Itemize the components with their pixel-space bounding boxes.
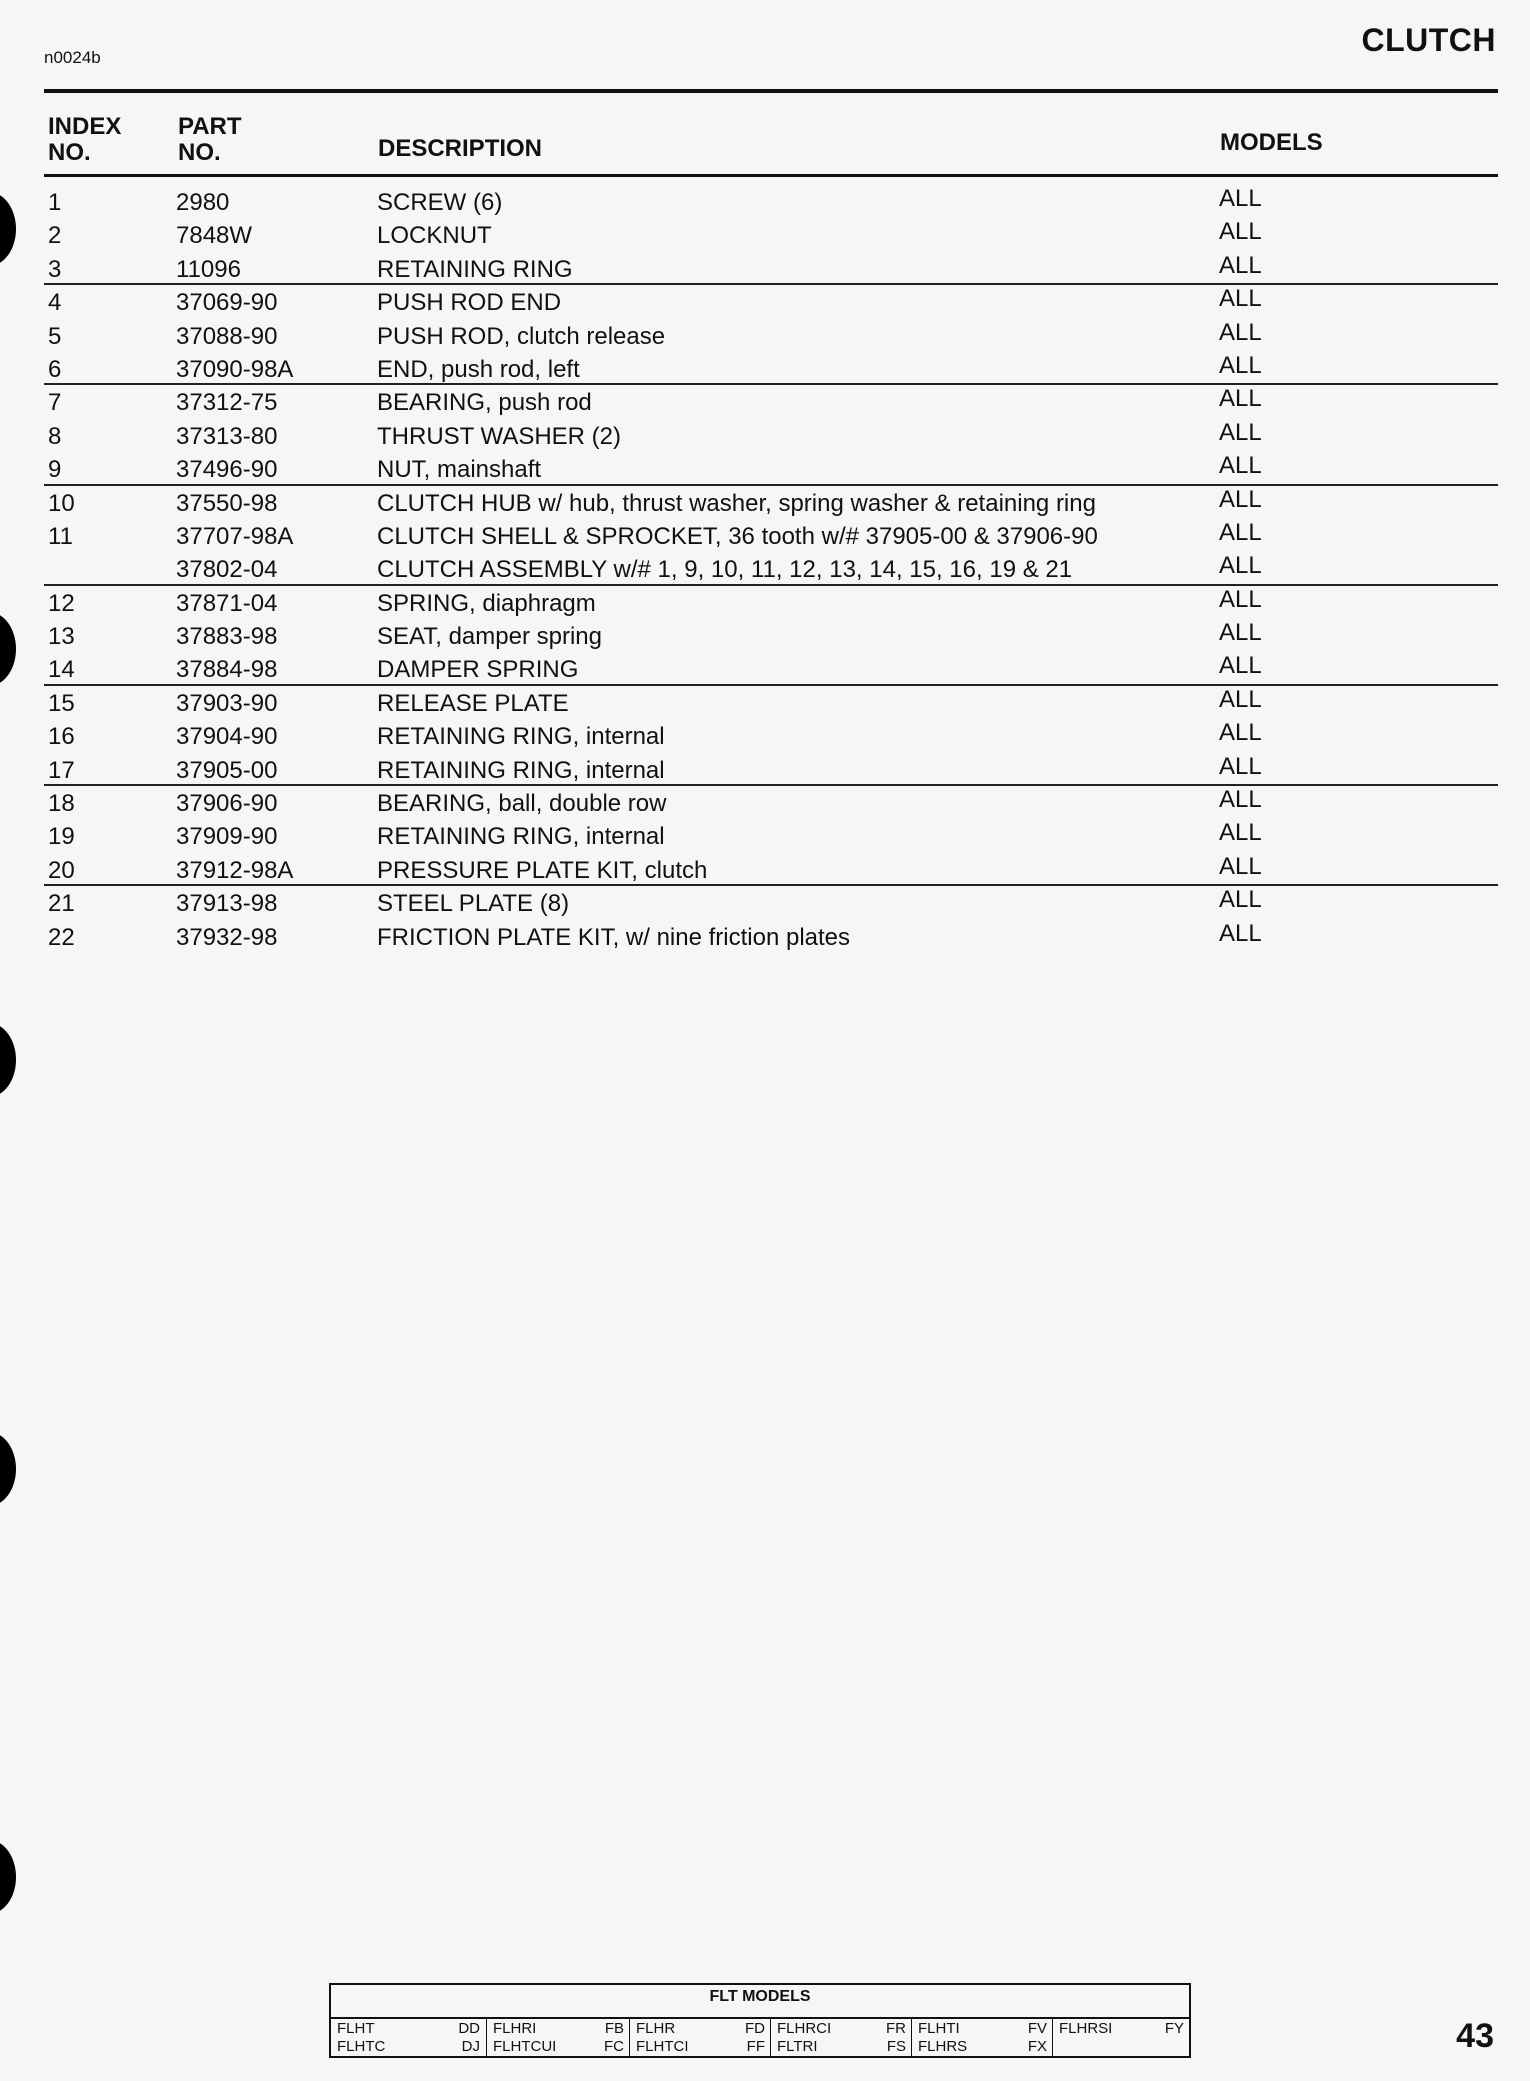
table-header bbox=[44, 112, 1498, 174]
group-divider bbox=[44, 784, 1498, 786]
page-number: 43 bbox=[1456, 2017, 1494, 2055]
table-row bbox=[44, 385, 1498, 418]
part-number-cell: 37905-00 bbox=[176, 756, 278, 784]
table-row bbox=[44, 886, 1498, 919]
part-number-cell: 37707-98A bbox=[176, 522, 294, 550]
part-number-cell: 37802-04 bbox=[176, 556, 278, 584]
flt-model-codes: FLHRCI FLTRI bbox=[777, 2020, 832, 2055]
models-cell: ALL bbox=[1219, 719, 1262, 747]
models-cell: ALL bbox=[1219, 852, 1262, 880]
part-number-cell: 37904-90 bbox=[176, 723, 278, 751]
flt-model-cell bbox=[331, 2019, 486, 2056]
header-description: DESCRIPTION bbox=[378, 135, 543, 162]
table-row bbox=[44, 753, 1498, 786]
index-cell: 21 bbox=[48, 890, 75, 918]
flt-model-codes: FLHRI FLHTCUI bbox=[493, 2020, 557, 2055]
part-number-cell: 7848W bbox=[176, 222, 253, 250]
models-cell: ALL bbox=[1219, 919, 1262, 947]
description-cell: STEEL PLATE (8) bbox=[377, 890, 570, 918]
group-divider bbox=[44, 684, 1498, 686]
description-cell: CLUTCH ASSEMBLY w/# 1, 9, 10, 11, 12, 13, 14, 15, 16, 19 & 21 bbox=[377, 556, 1073, 584]
models-cell: ALL bbox=[1219, 285, 1262, 313]
description-cell: CLUTCH SHELL & SPROCKET, 36 tooth w/# 37905-00 & 37906-90 bbox=[377, 522, 1098, 550]
models-cell: ALL bbox=[1219, 485, 1262, 513]
flt-model-letters: FY bbox=[1164, 2020, 1184, 2037]
flt-model-cell bbox=[1052, 2019, 1190, 2056]
group-divider bbox=[44, 484, 1498, 486]
table-row bbox=[44, 519, 1498, 552]
index-cell: 10 bbox=[48, 489, 75, 517]
index-cell: 12 bbox=[48, 589, 75, 617]
models-cell: ALL bbox=[1219, 218, 1262, 246]
parts-table bbox=[44, 185, 1498, 953]
table-row bbox=[44, 552, 1498, 585]
index-cell: 16 bbox=[48, 723, 75, 751]
flt-model-letters: DD DJ bbox=[458, 2020, 480, 2055]
table-row bbox=[44, 452, 1498, 485]
table-row bbox=[44, 586, 1498, 619]
part-number-cell: 37903-90 bbox=[176, 689, 278, 717]
binder-hole bbox=[0, 1023, 16, 1097]
table-row bbox=[44, 319, 1498, 352]
models-cell: ALL bbox=[1219, 652, 1262, 680]
models-cell: ALL bbox=[1219, 385, 1262, 413]
table-row bbox=[44, 218, 1498, 251]
header-index: INDEX NO. bbox=[48, 113, 122, 166]
models-cell: ALL bbox=[1219, 452, 1262, 480]
table-row bbox=[44, 719, 1498, 752]
flt-model-cell bbox=[629, 2019, 771, 2056]
models-cell: ALL bbox=[1219, 786, 1262, 814]
group-divider bbox=[44, 283, 1498, 285]
models-cell: ALL bbox=[1219, 318, 1262, 346]
description-cell: RETAINING RING, internal bbox=[377, 756, 665, 784]
part-number-cell: 37312-75 bbox=[176, 389, 278, 417]
index-cell: 13 bbox=[48, 623, 75, 651]
flt-model-letters: FB FC bbox=[604, 2020, 624, 2055]
index-cell: 5 bbox=[48, 322, 62, 350]
index-cell: 7 bbox=[48, 389, 62, 417]
index-cell: 17 bbox=[48, 756, 75, 784]
index-cell: 3 bbox=[48, 255, 62, 283]
group-divider bbox=[44, 584, 1498, 586]
description-cell: NUT, mainshaft bbox=[377, 456, 542, 484]
flt-model-codes: FLHTI FLHRS bbox=[918, 2020, 968, 2055]
index-cell: 22 bbox=[48, 923, 75, 951]
part-number-cell: 11096 bbox=[176, 255, 241, 283]
description-cell: RELEASE PLATE bbox=[377, 689, 569, 717]
description-cell: PRESSURE PLATE KIT, clutch bbox=[377, 856, 708, 884]
description-cell: DAMPER SPRING bbox=[377, 656, 579, 684]
description-cell: FRICTION PLATE KIT, w/ nine friction plates bbox=[377, 923, 851, 951]
table-row bbox=[44, 652, 1498, 685]
models-cell: ALL bbox=[1219, 886, 1262, 914]
table-row bbox=[44, 285, 1498, 318]
section-title: CLUTCH bbox=[1361, 22, 1496, 58]
flt-model-codes: FLHRSI bbox=[1059, 2020, 1113, 2037]
models-cell: ALL bbox=[1219, 185, 1262, 212]
part-number-cell: 37932-98 bbox=[176, 923, 278, 951]
part-number-cell: 37906-90 bbox=[176, 790, 278, 818]
flt-model-cell bbox=[486, 2019, 630, 2056]
part-number-cell: 2980 bbox=[176, 189, 230, 216]
flt-model-codes: FLHR FLHTCI bbox=[636, 2020, 689, 2055]
description-cell: PUSH ROD END bbox=[377, 289, 562, 317]
binder-hole bbox=[0, 192, 16, 266]
flt-models-title: FLT MODELS bbox=[709, 1988, 811, 2005]
description-cell: RETAINING RING, internal bbox=[377, 823, 665, 851]
models-cell: ALL bbox=[1219, 685, 1262, 713]
table-row bbox=[44, 486, 1498, 519]
index-cell: 4 bbox=[48, 289, 62, 317]
table-row bbox=[44, 686, 1498, 719]
part-number-cell: 37069-90 bbox=[176, 289, 278, 317]
flt-model-cell bbox=[911, 2019, 1053, 2056]
models-cell: ALL bbox=[1219, 518, 1262, 546]
description-cell: THRUST WASHER (2) bbox=[377, 422, 622, 450]
description-cell: LOCKNUT bbox=[377, 222, 492, 250]
document-code: n0024b bbox=[44, 48, 101, 67]
description-cell: BEARING, ball, double row bbox=[377, 790, 667, 818]
table-row bbox=[44, 786, 1498, 819]
models-cell: ALL bbox=[1219, 251, 1262, 279]
models-cell: ALL bbox=[1219, 351, 1262, 379]
description-cell: RETAINING RING, internal bbox=[377, 723, 665, 751]
header-part: PART NO. bbox=[178, 113, 242, 166]
part-number-cell: 37884-98 bbox=[176, 656, 278, 684]
description-cell: SCREW (6) bbox=[377, 189, 503, 216]
models-cell: ALL bbox=[1219, 418, 1262, 446]
models-cell: ALL bbox=[1219, 552, 1262, 580]
description-cell: SEAT, damper spring bbox=[377, 623, 602, 651]
part-number-cell: 37909-90 bbox=[176, 823, 278, 851]
part-number-cell: 37313-80 bbox=[176, 422, 278, 450]
table-row bbox=[44, 252, 1498, 285]
index-cell: 6 bbox=[48, 355, 62, 383]
description-cell: END, push rod, left bbox=[377, 355, 580, 383]
flt-model-letters: FR FS bbox=[886, 2020, 906, 2055]
binder-hole bbox=[0, 1432, 16, 1506]
index-cell: 15 bbox=[48, 689, 75, 717]
group-divider bbox=[44, 383, 1498, 385]
index-cell: 2 bbox=[48, 222, 62, 250]
part-number-cell: 37090-98A bbox=[176, 355, 294, 383]
header-models: MODELS bbox=[1220, 129, 1323, 156]
index-cell: 1 bbox=[48, 189, 62, 216]
models-cell: ALL bbox=[1219, 619, 1262, 647]
index-cell: 8 bbox=[48, 422, 62, 450]
models-cell: ALL bbox=[1219, 819, 1262, 847]
table-row bbox=[44, 185, 1498, 218]
table-row bbox=[44, 419, 1498, 452]
models-cell: ALL bbox=[1219, 585, 1262, 613]
table-row bbox=[44, 819, 1498, 852]
models-cell: ALL bbox=[1219, 752, 1262, 780]
description-cell: PUSH ROD, clutch release bbox=[377, 322, 666, 350]
part-number-cell: 37913-98 bbox=[176, 890, 278, 918]
part-number-cell: 37912-98A bbox=[176, 856, 294, 884]
flt-model-cell bbox=[770, 2019, 912, 2056]
group-divider bbox=[44, 884, 1498, 886]
description-cell: SPRING, diaphragm bbox=[377, 589, 596, 617]
table-row bbox=[44, 853, 1498, 886]
index-cell: 14 bbox=[48, 656, 75, 684]
part-number-cell: 37088-90 bbox=[176, 322, 278, 350]
part-number-cell: 37871-04 bbox=[176, 589, 278, 617]
description-cell: CLUTCH HUB w/ hub, thrust washer, spring washer & retaining ring bbox=[377, 489, 1096, 517]
flt-model-letters: FV FX bbox=[1027, 2020, 1047, 2055]
index-cell: 11 bbox=[48, 522, 73, 550]
description-cell: RETAINING RING bbox=[377, 255, 573, 283]
header-rule bbox=[44, 174, 1498, 177]
part-number-cell: 37550-98 bbox=[176, 489, 278, 517]
index-cell: 19 bbox=[48, 823, 75, 851]
table-row bbox=[44, 352, 1498, 385]
binder-hole bbox=[0, 1840, 16, 1914]
top-rule bbox=[44, 89, 1498, 93]
index-cell: 20 bbox=[48, 856, 75, 884]
flt-model-letters: FD FF bbox=[745, 2020, 765, 2055]
table-row bbox=[44, 920, 1498, 953]
index-cell: 18 bbox=[48, 790, 75, 818]
binder-hole bbox=[0, 612, 16, 686]
description-cell: BEARING, push rod bbox=[377, 389, 592, 417]
flt-models-box bbox=[329, 1983, 1191, 2058]
index-cell: 9 bbox=[48, 456, 62, 484]
flt-model-codes: FLHT FLHTC bbox=[337, 2020, 386, 2055]
part-number-cell: 37496-90 bbox=[176, 456, 278, 484]
table-row bbox=[44, 619, 1498, 652]
part-number-cell: 37883-98 bbox=[176, 623, 278, 651]
